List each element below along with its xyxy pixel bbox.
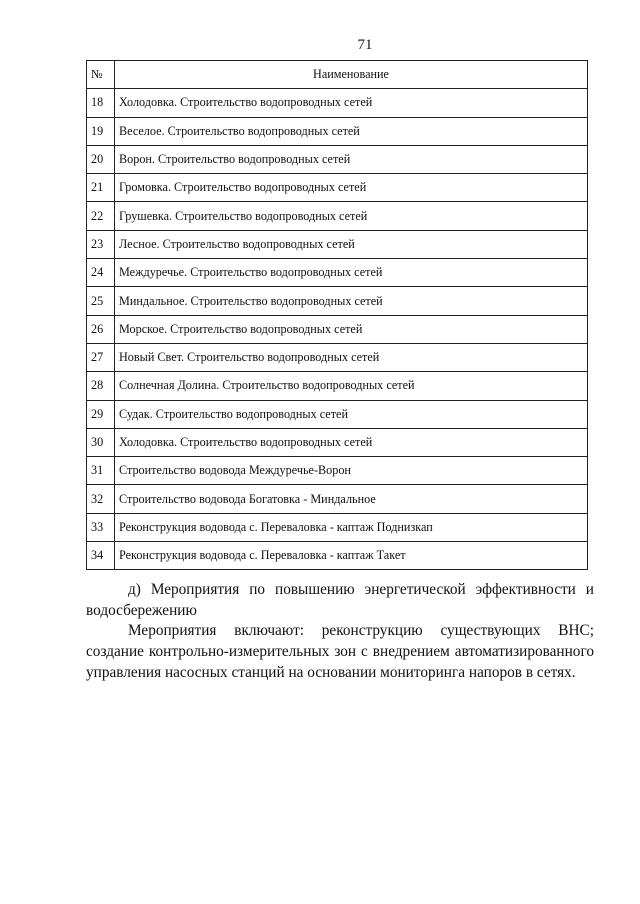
row-name-cell: Новый Свет. Строительство водопроводных сетей — [115, 343, 588, 371]
row-number-cell: 29 — [87, 400, 115, 428]
row-number-cell: 28 — [87, 372, 115, 400]
table-row — [87, 343, 588, 371]
section-heading-d-text: д) Мероприятия по повышению энергетической эффективности и водосбережению — [86, 581, 594, 619]
row-name-cell: Лесное. Строительство водопроводных сетей — [115, 230, 588, 258]
row-number-cell: 20 — [87, 145, 115, 173]
row-number-cell: 23 — [87, 230, 115, 258]
page-number: 71 — [357, 37, 373, 53]
table-row — [87, 202, 588, 230]
row-name-cell: Судак. Строительство водопроводных сетей — [115, 400, 588, 428]
row-name-cell: Междуречье. Строительство водопроводных сетей — [115, 259, 588, 287]
table-row — [87, 287, 588, 315]
row-number-cell: 31 — [87, 457, 115, 485]
row-number-cell: 27 — [87, 343, 115, 371]
row-number-cell: 18 — [87, 89, 115, 117]
table-row — [87, 485, 588, 513]
table-row — [87, 230, 588, 258]
section-heading-d — [86, 579, 594, 621]
table-row — [87, 117, 588, 145]
row-number-cell: 19 — [87, 117, 115, 145]
table-row — [87, 457, 588, 485]
table-header-row — [87, 61, 588, 89]
row-name-cell: Грушевка. Строительство водопроводных сетей — [115, 202, 588, 230]
row-name-cell: Веселое. Строительство водопроводных сетей — [115, 117, 588, 145]
row-name-cell: Реконструкция водовода с. Переваловка - каптаж Поднизкап — [115, 513, 588, 541]
row-number-cell: 22 — [87, 202, 115, 230]
row-number-cell: 34 — [87, 542, 115, 570]
table-row — [87, 400, 588, 428]
measures-table — [86, 60, 588, 570]
table-row — [87, 428, 588, 456]
table-row — [87, 372, 588, 400]
row-name-cell: Ворон. Строительство водопроводных сетей — [115, 145, 588, 173]
column-header-name: Наименование — [115, 61, 588, 89]
row-name-cell: Громовка. Строительство водопроводных сетей — [115, 174, 588, 202]
row-name-cell: Строительство водовода Богатовка - Миндальное — [115, 485, 588, 513]
row-name-cell: Миндальное. Строительство водопроводных сетей — [115, 287, 588, 315]
row-number-cell: 33 — [87, 513, 115, 541]
row-name-cell: Строительство водовода Междуречье-Ворон — [115, 457, 588, 485]
table-row — [87, 315, 588, 343]
table-row — [87, 542, 588, 570]
column-header-number: № — [87, 61, 115, 89]
row-number-cell: 32 — [87, 485, 115, 513]
row-number-cell: 25 — [87, 287, 115, 315]
row-name-cell: Холодовка. Строительство водопроводных сетей — [115, 89, 588, 117]
row-number-cell: 24 — [87, 259, 115, 287]
row-name-cell: Холодовка. Строительство водопроводных сетей — [115, 428, 588, 456]
row-name-cell: Реконструкция водовода с. Переваловка - каптаж Такет — [115, 542, 588, 570]
row-number-cell: 21 — [87, 174, 115, 202]
row-number-cell: 26 — [87, 315, 115, 343]
table-row — [87, 174, 588, 202]
table-row — [87, 513, 588, 541]
table-row — [87, 89, 588, 117]
measures-paragraph-text: Мероприятия включают: реконструкцию существующих ВНС; создание контрольно-измерительных зон с внедрением автоматизированного управления насосных станций на основании мониторинга напоров в сетях. — [86, 622, 594, 681]
measures-paragraph — [86, 620, 594, 683]
row-name-cell: Морское. Строительство водопроводных сетей — [115, 315, 588, 343]
row-number-cell: 30 — [87, 428, 115, 456]
table-row — [87, 145, 588, 173]
table-row — [87, 259, 588, 287]
row-name-cell: Солнечная Долина. Строительство водопроводных сетей — [115, 372, 588, 400]
table-body — [87, 89, 588, 570]
